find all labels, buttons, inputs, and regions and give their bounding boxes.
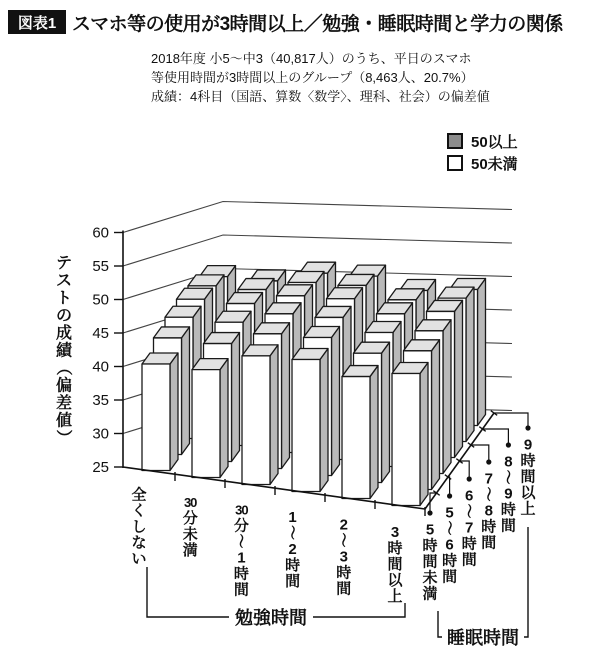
sleep-label-2 — [460, 487, 477, 568]
value-tick-label-30: 30 — [92, 425, 109, 443]
bar-side-face — [182, 327, 190, 455]
svg-text:時: 時 — [285, 556, 301, 574]
svg-text:1: 1 — [237, 549, 246, 567]
svg-text:績: 績 — [55, 342, 73, 360]
bar-front-face — [342, 377, 370, 499]
value-tick-label-55: 55 — [92, 258, 109, 275]
bar-side-face — [170, 353, 178, 471]
bar-side-face — [332, 326, 340, 475]
svg-text:1: 1 — [288, 508, 297, 526]
svg-text:偏: 偏 — [55, 377, 73, 395]
svg-text:し: し — [131, 518, 147, 536]
bar-side-face — [320, 349, 328, 492]
legend-label-below50: 50未満 — [471, 155, 518, 173]
value-tick-label-35: 35 — [92, 392, 109, 409]
svg-text:5: 5 — [445, 504, 454, 522]
svg-text:（: （ — [54, 359, 72, 376]
bar-side-face — [443, 320, 451, 474]
bar-side-face — [420, 363, 428, 506]
svg-text:ト: ト — [55, 290, 73, 308]
bar-side-face — [466, 287, 474, 441]
svg-text:間: 間 — [520, 468, 536, 486]
svg-text:9: 9 — [523, 436, 533, 454]
sleep-leader-0 — [430, 493, 437, 513]
svg-text:い: い — [131, 550, 147, 568]
sleep-label-3 — [480, 470, 497, 551]
svg-text:間: 間 — [285, 572, 301, 590]
sleep-leader-2 — [460, 461, 470, 479]
sleep-leader-5 — [494, 413, 528, 428]
svg-text:8: 8 — [504, 453, 513, 471]
svg-text:7: 7 — [484, 470, 493, 488]
bar-side-face — [232, 333, 240, 462]
value-tick-label-40: 40 — [92, 358, 109, 376]
bar-front-face — [392, 374, 420, 506]
svg-text:く: く — [131, 502, 147, 520]
svg-text:7: 7 — [465, 519, 474, 537]
legend-label-above50: 50以上 — [471, 133, 518, 151]
svg-text:時: 時 — [500, 501, 516, 519]
svg-text:時: 時 — [461, 535, 477, 553]
svg-text:〜: 〜 — [334, 532, 352, 548]
sleep-leader-1 — [448, 477, 450, 496]
sleep-leader-dot-icon — [506, 442, 511, 447]
svg-text:時: 時 — [422, 537, 438, 555]
svg-text:間: 間 — [387, 555, 403, 573]
svg-text:時: 時 — [336, 564, 352, 582]
value-axis — [92, 225, 123, 477]
bar-front-face — [192, 370, 220, 478]
subtitle-line-3: 成績：4科目（国語、算数〈数学〉、理科、社会）の偏差値 — [151, 89, 490, 104]
svg-text:上: 上 — [520, 500, 536, 518]
study-label-1 — [183, 495, 198, 559]
sleep-leader-4 — [483, 429, 509, 445]
svg-text:3: 3 — [339, 548, 348, 566]
svg-text:未: 未 — [182, 525, 198, 543]
study-axis-group-label — [147, 567, 405, 628]
svg-text:8: 8 — [484, 502, 493, 520]
bar-study2-sleep0 — [242, 345, 278, 485]
study-label-2 — [232, 502, 249, 598]
bars — [142, 262, 486, 505]
svg-text:分: 分 — [182, 509, 198, 527]
svg-text:〜: 〜 — [459, 503, 477, 519]
value-tick-label-50: 50 — [92, 291, 109, 309]
bar-side-face — [370, 366, 378, 499]
svg-text:値: 値 — [55, 412, 73, 430]
svg-text:間: 間 — [500, 517, 516, 535]
svg-text:2: 2 — [339, 516, 348, 534]
svg-text:）: ） — [54, 429, 72, 446]
sleep-axis-title: 睡眠時間 — [447, 628, 519, 648]
svg-text:分: 分 — [233, 517, 249, 535]
value-tick-label-60: 60 — [92, 224, 109, 242]
bar-study5-sleep0 — [392, 363, 428, 506]
svg-text:成: 成 — [55, 325, 73, 343]
bar-side-face — [220, 359, 228, 478]
bar-side-face — [270, 345, 278, 485]
bar-front-face — [242, 356, 270, 485]
bar-side-face — [282, 323, 290, 469]
svg-text:全: 全 — [131, 486, 147, 504]
svg-text:5: 5 — [425, 521, 435, 539]
sleep-leader-dot-icon — [486, 459, 491, 464]
svg-text:時: 時 — [481, 518, 497, 536]
svg-text:以: 以 — [520, 484, 536, 502]
svg-text:時: 時 — [233, 565, 249, 583]
svg-text:間: 間 — [442, 568, 458, 586]
svg-text:満: 満 — [422, 585, 438, 603]
svg-text:〜: 〜 — [232, 533, 250, 549]
bar-side-face — [432, 340, 440, 490]
svg-text:3: 3 — [390, 523, 400, 541]
figure-title: スマホ等の使用が3時間以上／勉強・睡眠時間と学力の関係 — [72, 14, 563, 35]
study-label-5 — [387, 524, 403, 605]
bar-study0-sleep0 — [142, 353, 178, 471]
svg-text:上: 上 — [387, 587, 403, 605]
svg-text:2: 2 — [288, 540, 297, 558]
bar-front-face — [292, 360, 320, 492]
study-labels — [131, 485, 403, 605]
bar-front-face — [142, 364, 170, 471]
bar-study3-sleep0 — [292, 349, 328, 492]
study-label-4 — [335, 516, 352, 597]
gridline-60 — [123, 202, 512, 233]
svg-text:時: 時 — [520, 452, 536, 470]
svg-text:30: 30 — [183, 494, 197, 510]
svg-text:テ: テ — [55, 255, 73, 273]
study-label-3 — [283, 509, 300, 590]
svg-text:満: 満 — [182, 541, 198, 559]
sleep-label-5 — [520, 436, 536, 517]
svg-text:の: の — [55, 307, 73, 325]
figure-tag: 図表1 — [8, 10, 66, 34]
sleep-leader-dot-icon — [447, 493, 452, 498]
svg-text:時: 時 — [387, 539, 403, 557]
sleep-label-1 — [440, 504, 457, 585]
sleep-leader-dot-icon — [427, 510, 432, 515]
subtitle-line-2: 等使用時間が3時間以上のグループ（8,463人、20.7%） — [151, 70, 474, 85]
gridline-55 — [123, 235, 512, 266]
svg-text:間: 間 — [422, 553, 438, 571]
bar-side-face — [382, 342, 390, 482]
svg-text:6: 6 — [465, 487, 474, 505]
value-tick-label-45: 45 — [92, 325, 109, 342]
svg-text:間: 間 — [336, 580, 352, 598]
svg-text:間: 間 — [481, 534, 497, 552]
sleep-leader-dot-icon — [467, 476, 472, 481]
svg-text:差: 差 — [55, 395, 73, 413]
svg-text:時: 時 — [442, 552, 458, 570]
svg-text:以: 以 — [387, 571, 403, 589]
bar-side-face — [478, 278, 486, 425]
svg-text:30: 30 — [235, 502, 248, 518]
value-tick-label-25: 25 — [92, 459, 109, 476]
bar-study1-sleep0 — [192, 359, 228, 478]
study-label-0 — [131, 485, 146, 567]
svg-text:な: な — [131, 534, 147, 552]
sleep-leader-dot-icon — [525, 425, 530, 430]
svg-text:間: 間 — [461, 551, 477, 569]
study-axis-title: 勉強時間 — [235, 608, 307, 628]
svg-text:〜: 〜 — [440, 520, 458, 536]
svg-text:9: 9 — [504, 485, 513, 503]
sleep-label-4 — [499, 453, 516, 534]
bar-side-face — [455, 300, 463, 457]
svg-text:間: 間 — [233, 581, 249, 599]
svg-text:ス: ス — [55, 272, 73, 290]
svg-text:未: 未 — [422, 569, 438, 587]
bar-study4-sleep0 — [342, 366, 378, 499]
svg-text:6: 6 — [445, 536, 454, 554]
svg-text:〜: 〜 — [479, 486, 497, 502]
sleep-label-0 — [422, 521, 437, 602]
value-axis-title — [54, 255, 73, 445]
subtitle-line-1: 2018年度 小5〜中3（40,817人）のうち、平日のスマホ — [151, 51, 472, 66]
svg-text:〜: 〜 — [283, 524, 301, 541]
svg-text:〜: 〜 — [499, 469, 517, 485]
